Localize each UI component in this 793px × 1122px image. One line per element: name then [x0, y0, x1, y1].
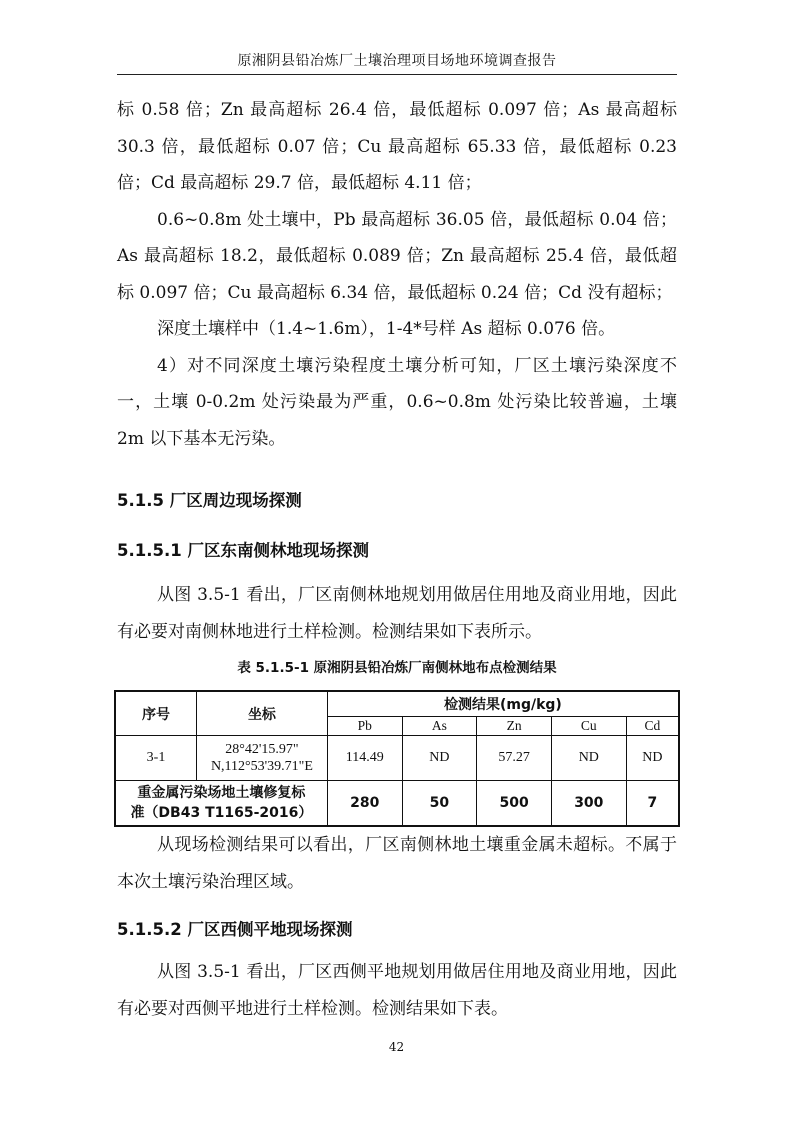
paragraph: 深度土壤样中（1.4~1.6m），1-4*号样 As 超标 0.076 倍。	[157, 319, 616, 339]
section-heading-5-1-5: 5.1.5 厂区周边现场探测	[117, 491, 302, 510]
standard-value: 280	[327, 781, 402, 827]
standard-label-line: 重金属污染场地土壤修复标	[137, 785, 306, 801]
page-header: 原湘阴县铅冶炼厂土壤治理项目场地环境调查报告	[237, 53, 557, 69]
paragraph: 从图 3.5-1 看出，厂区西侧平地规划用做居住用地及商业用地，因此有必要对西侧平地进行土样检测。检测结果如下表。	[117, 962, 677, 1019]
paragraph: 4）对不同深度土壤污染程度土壤分析可知，厂区土壤污染深度不一，土壤 0-0.2m 处污染最为严重，0.6~0.8m 处污染比较普遍，土壤 2m 以下基本无污染。	[117, 355, 677, 449]
standard-value: 500	[477, 781, 552, 827]
element-header: Zn	[477, 717, 552, 736]
element-header: As	[402, 717, 477, 736]
page-number: 42	[388, 1040, 405, 1054]
col-header-coord: 坐标	[197, 691, 328, 736]
table-row	[115, 736, 679, 781]
coord-line: 28°42'15.97"	[225, 742, 299, 757]
cell-value: ND	[402, 736, 477, 781]
cell-seq: 3-1	[115, 736, 197, 781]
paragraph: 从图 3.5-1 看出，厂区南侧林地规划用做居住用地及商业用地，因此有必要对南侧林地进行土样检测。检测结果如下表所示。	[117, 585, 677, 642]
element-header: Cu	[551, 717, 626, 736]
standard-label	[115, 781, 327, 827]
paragraph: 标 0.58 倍；Zn 最高超标 26.4 倍，最低超标 0.097 倍；As 最高超标 30.3 倍，最低超标 0.07 倍；Cu 最高超标 65.33 倍，最低超标 0.23 倍；Cd 最高超标 29.7 倍，最低超标 4.11 倍；	[117, 100, 677, 193]
col-header-result: 检测结果(mg/kg)	[327, 691, 679, 717]
cell-coord	[197, 736, 328, 781]
standard-label-line: 准（DB43 T1165-2016）	[130, 805, 313, 821]
element-header: Pb	[327, 717, 402, 736]
cell-value: ND	[626, 736, 679, 781]
cell-value: ND	[551, 736, 626, 781]
paragraph: 0.6~0.8m 处土壤中，Pb 最高超标 36.05 倍，最低超标 0.04 倍；As 最高超标 18.2，最低超标 0.089 倍；Zn 最高超标 25.4 倍，最低超标 0.097 倍；Cu 最高超标 6.34 倍，最低超标 0.24 倍；Cd 没有超标；	[117, 209, 677, 303]
header-rule	[117, 74, 677, 75]
standard-value: 300	[551, 781, 626, 827]
standard-value: 50	[402, 781, 477, 827]
section-heading-5-1-5-2: 5.1.5.2 厂区西侧平地现场探测	[117, 920, 353, 939]
table-caption: 表 5.1.5-1 原湘阴县铅冶炼厂南侧林地布点检测结果	[237, 660, 557, 676]
standard-value: 7	[626, 781, 679, 827]
page-content	[117, 92, 677, 1027]
coord-line: N,112°53'39.71"E	[210, 759, 313, 774]
detection-results-table	[114, 690, 680, 827]
element-header: Cd	[626, 717, 679, 736]
cell-value: 57.27	[477, 736, 552, 781]
paragraph: 从现场检测结果可以看出，厂区南侧林地土壤重金属未超标。不属于本次土壤污染治理区域。	[117, 835, 677, 892]
cell-value: 114.49	[327, 736, 402, 781]
standard-row	[115, 781, 679, 827]
section-heading-5-1-5-1: 5.1.5.1 厂区东南侧林地现场探测	[117, 541, 369, 560]
col-header-seq: 序号	[115, 691, 197, 736]
